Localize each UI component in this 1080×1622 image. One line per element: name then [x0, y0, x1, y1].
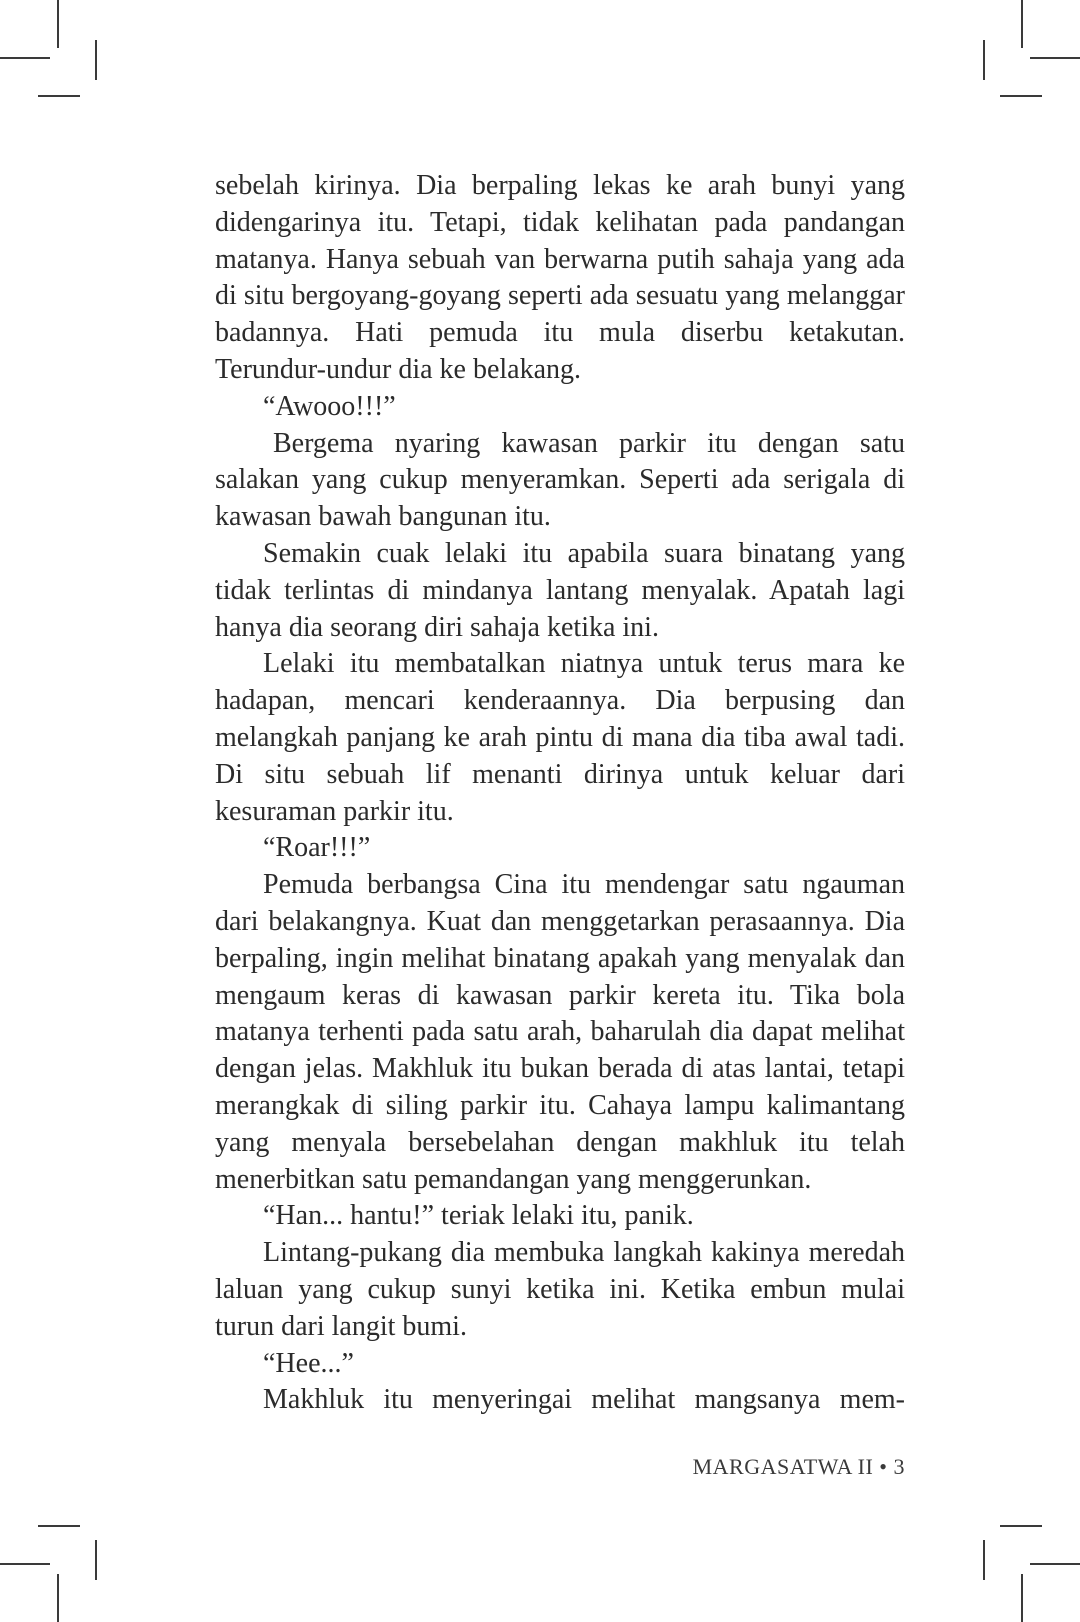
crop-mark-bottom-right-inner-vertical	[983, 1540, 985, 1580]
paragraph-dialogue: “Han... hantu!” teriak lelaki itu, panik.	[263, 1200, 694, 1232]
page-footer	[693, 1454, 905, 1480]
paragraph: Makhluk itu menyeringai melihat mangsanya mem-	[263, 1384, 905, 1416]
crop-mark-bottom-left-horizontal	[0, 1563, 50, 1565]
paragraph: Pemuda berbangsa Cina itu mendengar satu ngauman dari belakangnya. Kuat dan menggetarkan perasaannya. Dia berpaling, ingin melihat binatang apakah yang menyalak dan mengaum keras di kawasan parkir kereta itu. Tika bola matanya terhenti pada satu arah, baharulah dia dapat melihat dengan jelas. Makhluk itu bukan berada di atas lantai, tetapi merangkak di siling parkir itu. Cahaya lampu kalimantang yang menyala bersebelahan dengan makhluk itu telah menerbitkan satu pemandangan yang menggerunkan.	[215, 869, 905, 1195]
crop-mark-top-left-inner-horizontal	[38, 95, 80, 97]
crop-mark-top-right-inner-horizontal	[1000, 95, 1042, 97]
crop-mark-bottom-right-vertical	[1021, 1574, 1023, 1622]
crop-mark-bottom-right-horizontal	[1030, 1563, 1080, 1565]
paragraph-dialogue: “Awooo!!!”	[263, 390, 396, 422]
paragraph: Bergema nyaring kawasan parkir itu dengan satu salakan yang cukup menyeramkan. Seperti ada serigala di kawasan bawah bangunan itu.	[215, 427, 905, 533]
crop-mark-bottom-right-inner-horizontal	[1000, 1525, 1042, 1527]
crop-mark-top-right-inner-vertical	[983, 40, 985, 80]
crop-mark-top-left-horizontal	[0, 57, 50, 59]
page-number: 3	[893, 1454, 905, 1479]
book-title: MARGASATWA II	[692, 1454, 874, 1479]
crop-mark-top-right-vertical	[1021, 0, 1023, 48]
paragraph: Semakin cuak lelaki itu apabila suara binatang yang tidak terlintas di mindanya lantang menyalak. Apatah lagi hanya dia seorang diri sahaja ketika ini.	[215, 537, 905, 643]
crop-mark-top-right-horizontal	[1030, 57, 1080, 59]
crop-mark-top-left-vertical	[57, 0, 59, 48]
paragraph-dialogue: “Roar!!!”	[263, 832, 371, 864]
footer-separator: •	[879, 1454, 888, 1479]
paragraph: Lelaki itu membatalkan niatnya untuk terus mara ke hadapan, mencari kenderaannya. Dia berpusing dan melangkah panjang ke arah pintu di mana dia tiba awal tadi. Di situ sebuah lif menanti dirinya untuk keluar dari kesuraman parkir itu.	[215, 648, 905, 827]
crop-mark-top-left-inner-vertical	[95, 40, 97, 80]
paragraph: sebelah kirinya. Dia berpaling lekas ke arah bunyi yang didengarinya itu. Tetapi, tidak kelihatan pada pandangan matanya. Hanya sebuah van berwarna putih sahaja yang ada di situ bergoyang-goyang seperti ada sesuatu yang melanggar badannya. Hati pemuda itu mula diserbu ketakutan. Terundur-undur dia ke belakang.	[215, 170, 905, 385]
crop-mark-bottom-left-vertical	[57, 1574, 59, 1622]
crop-mark-bottom-left-inner-horizontal	[38, 1525, 80, 1527]
crop-mark-bottom-left-inner-vertical	[95, 1540, 97, 1580]
body-text	[215, 168, 905, 1419]
paragraph-dialogue: “Hee...”	[263, 1347, 354, 1379]
paragraph: Lintang-pukang dia membuka langkah kakinya meredah laluan yang cukup sunyi ketika ini. Ketika embun mulai turun dari langit bumi.	[215, 1237, 905, 1342]
